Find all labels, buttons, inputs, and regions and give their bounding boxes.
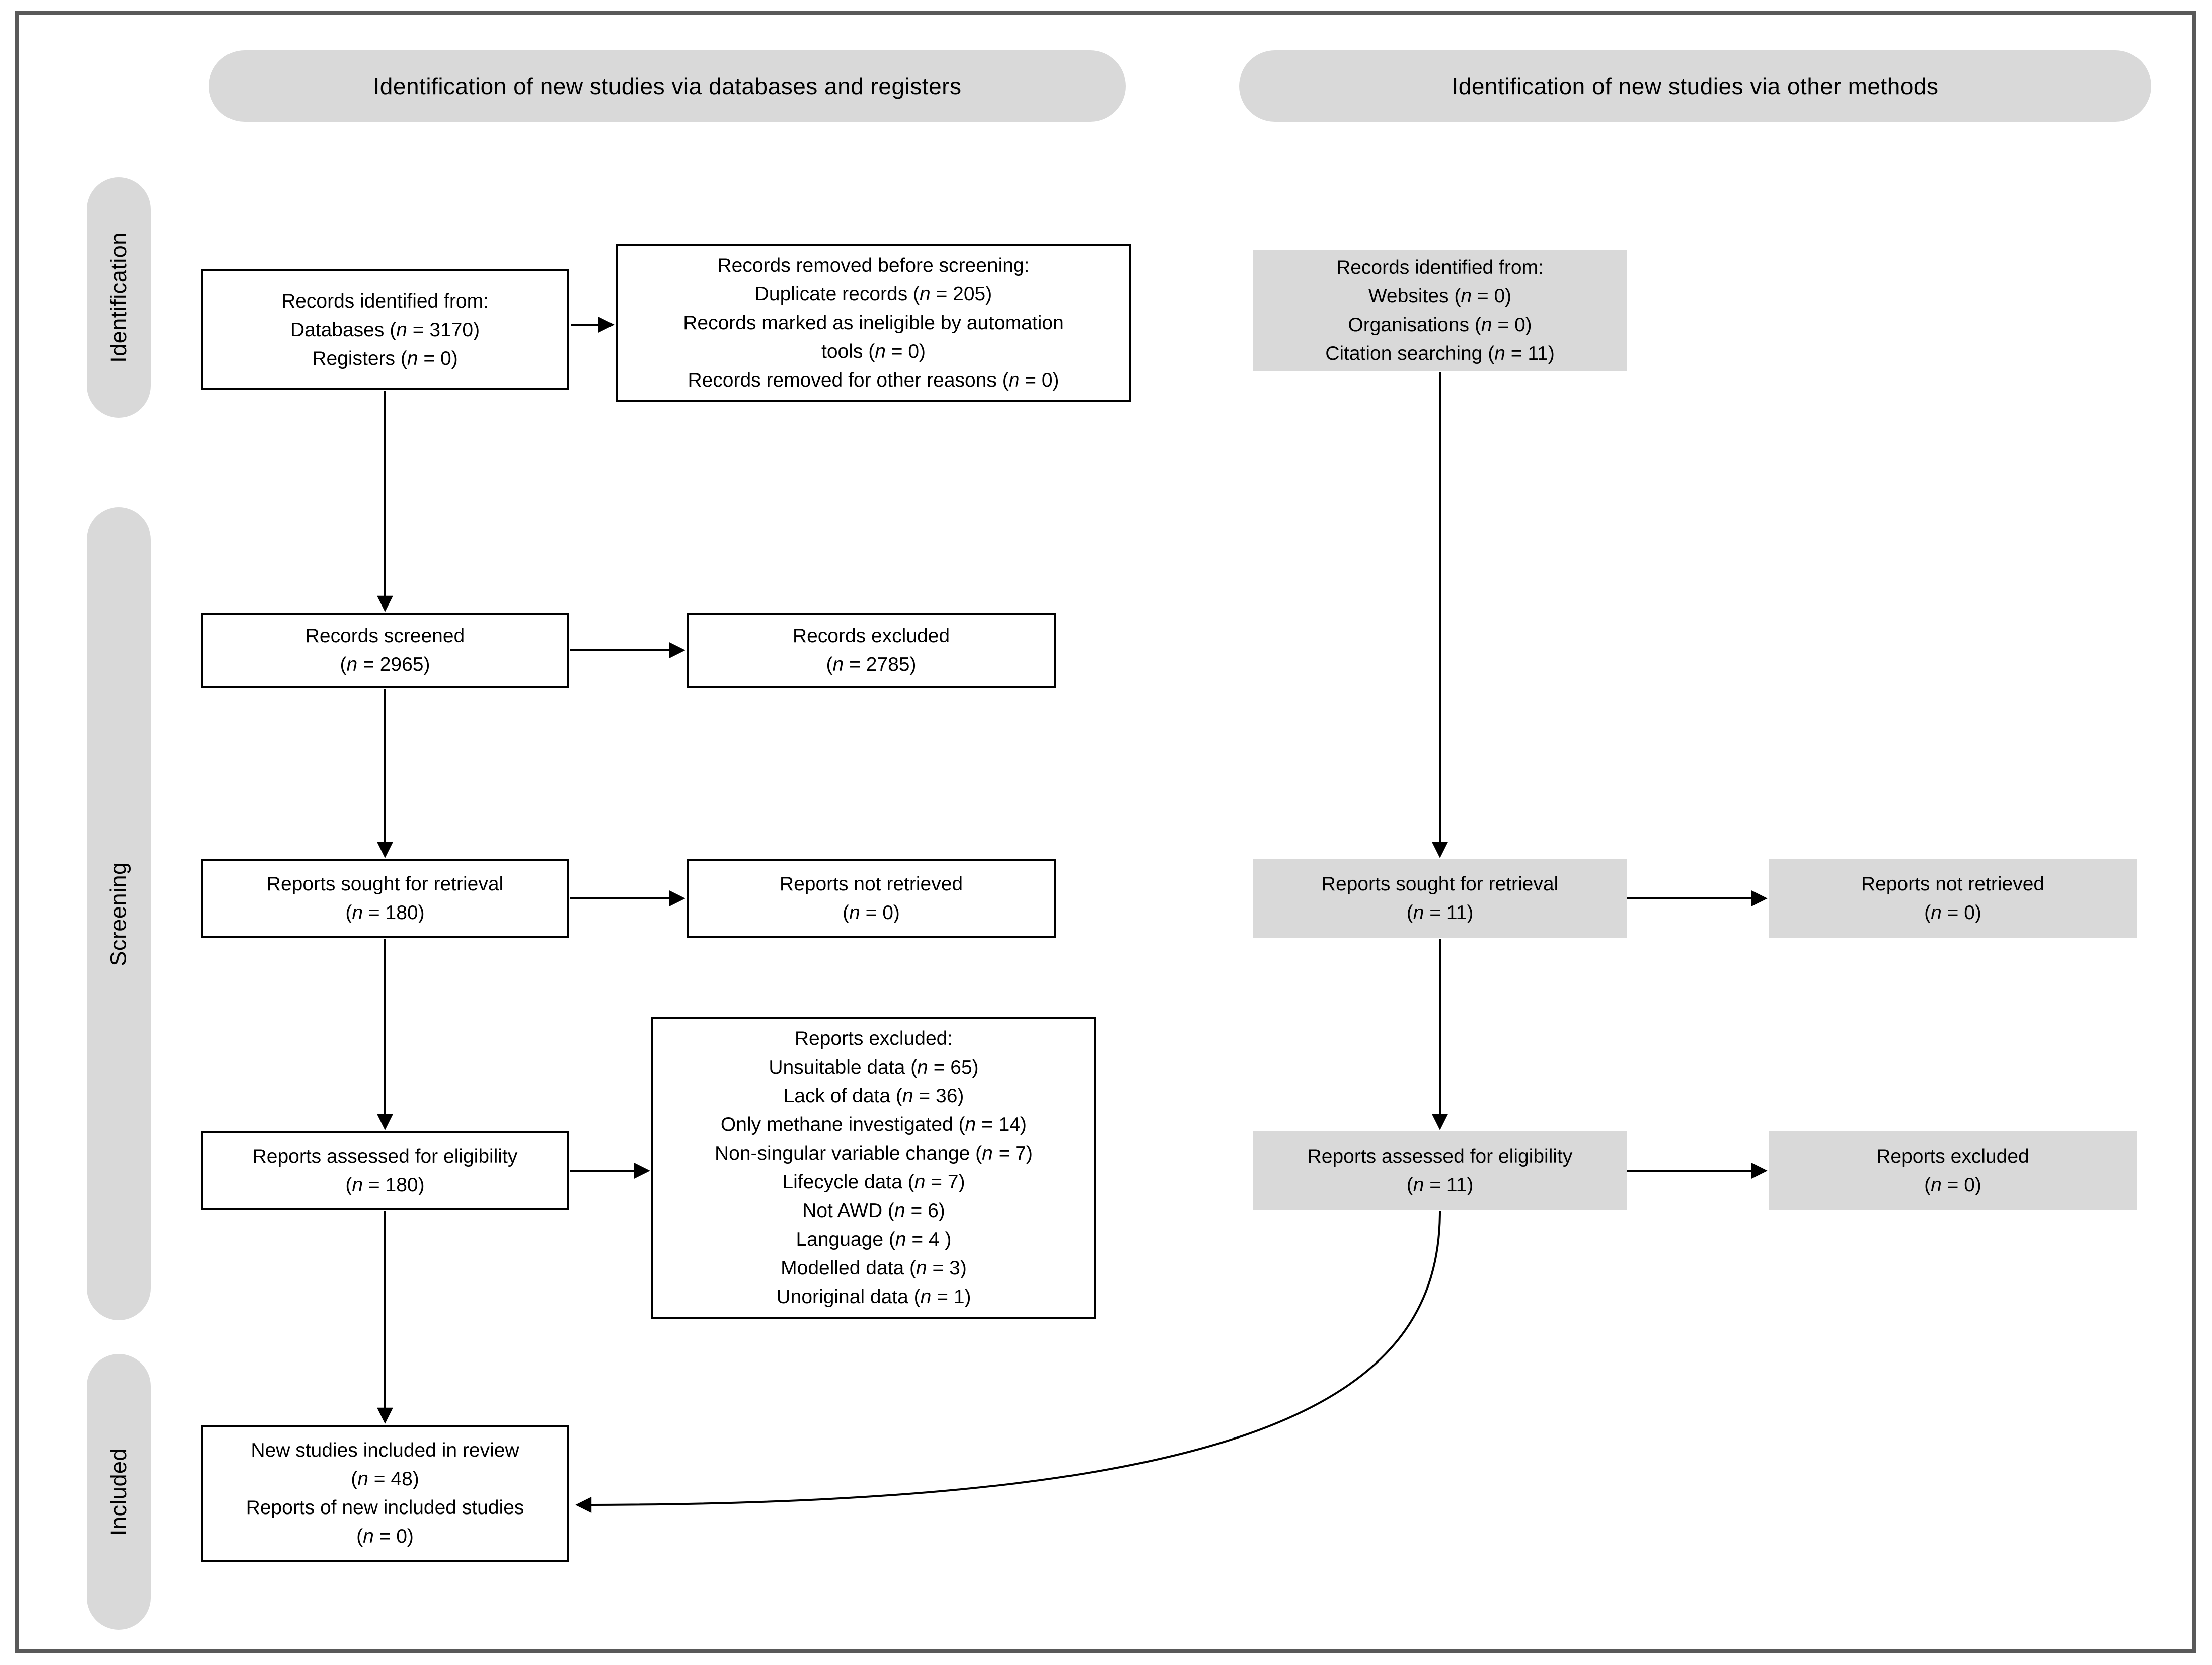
box-line: Language (n = 4 ) — [796, 1229, 952, 1250]
header-other-methods: Identification of new studies via other methods — [1239, 50, 2151, 122]
box-line: Websites (n = 0) — [1368, 285, 1512, 307]
box-line: Reports of new included studies — [246, 1497, 524, 1519]
box-line: Records removed before screening: — [717, 255, 1030, 276]
box-line: Reports sought for retrieval — [1321, 873, 1559, 895]
box-line: Organisations (n = 0) — [1348, 314, 1532, 336]
box-line: (n = 11) — [1406, 902, 1474, 924]
box-line: (n = 0) — [1924, 902, 1981, 924]
box-line: Records excluded — [792, 625, 950, 647]
box-line: Reports assessed for eligibility — [1307, 1146, 1573, 1167]
box-line: Not AWD (n = 6) — [802, 1200, 945, 1222]
box-line: Duplicate records (n = 205) — [754, 283, 993, 305]
box-line: tools (n = 0) — [821, 341, 926, 362]
box-line: (n = 0) — [356, 1526, 414, 1547]
box-line: Reports not retrieved — [1861, 873, 2045, 895]
box-line: (n = 180) — [345, 902, 425, 924]
box-line: Reports excluded: — [794, 1028, 953, 1049]
box-line: Records identified from: — [281, 290, 489, 312]
box-line: Reports not retrieved — [779, 873, 963, 895]
box-line: Lack of data (n = 36) — [783, 1085, 964, 1107]
box-line: Modelled data (n = 3) — [781, 1257, 967, 1279]
box-line: Lifecycle data (n = 7) — [782, 1171, 965, 1193]
box-line: (n = 0) — [1924, 1174, 1981, 1196]
box-line: Records marked as ineligible by automation — [683, 312, 1064, 334]
box-line: Registers (n = 0) — [312, 347, 458, 369]
stage-label-included: Included — [106, 1448, 132, 1536]
box-line: Reports sought for retrieval — [266, 873, 504, 895]
box-line: Unsuitable data (n = 65) — [769, 1056, 979, 1078]
box-line: Reports assessed for eligibility — [252, 1146, 518, 1167]
box-line: Records identified from: — [1336, 257, 1544, 278]
box-line: (n = 2965) — [340, 654, 430, 675]
box-line: Citation searching (n = 11) — [1325, 343, 1555, 364]
box-line: (n = 180) — [345, 1174, 425, 1196]
box-line: New studies included in review — [251, 1440, 519, 1461]
box-line: Reports excluded — [1876, 1146, 2029, 1167]
box-line: Unoriginal data (n = 1) — [776, 1286, 971, 1308]
box-line: (n = 11) — [1406, 1174, 1474, 1196]
box-line: Records removed for other reasons (n = 0) — [688, 369, 1059, 391]
stage-label-identification: Identification — [106, 232, 132, 363]
box-line: (n = 0) — [843, 902, 900, 924]
box-line: Non-singular variable change (n = 7) — [715, 1143, 1033, 1164]
box-line: (n = 48) — [351, 1468, 419, 1490]
arrow-other-assessed-to-included-curve — [578, 1211, 1440, 1505]
box-line: Databases (n = 3170) — [290, 319, 480, 341]
stage-label-screening: Screening — [106, 861, 132, 966]
header-databases-registers: Identification of new studies via databases and registers — [209, 50, 1126, 122]
box-line: Only methane investigated (n = 14) — [720, 1114, 1027, 1136]
box-line: Records screened — [305, 625, 465, 647]
box-line: (n = 2785) — [826, 654, 917, 675]
